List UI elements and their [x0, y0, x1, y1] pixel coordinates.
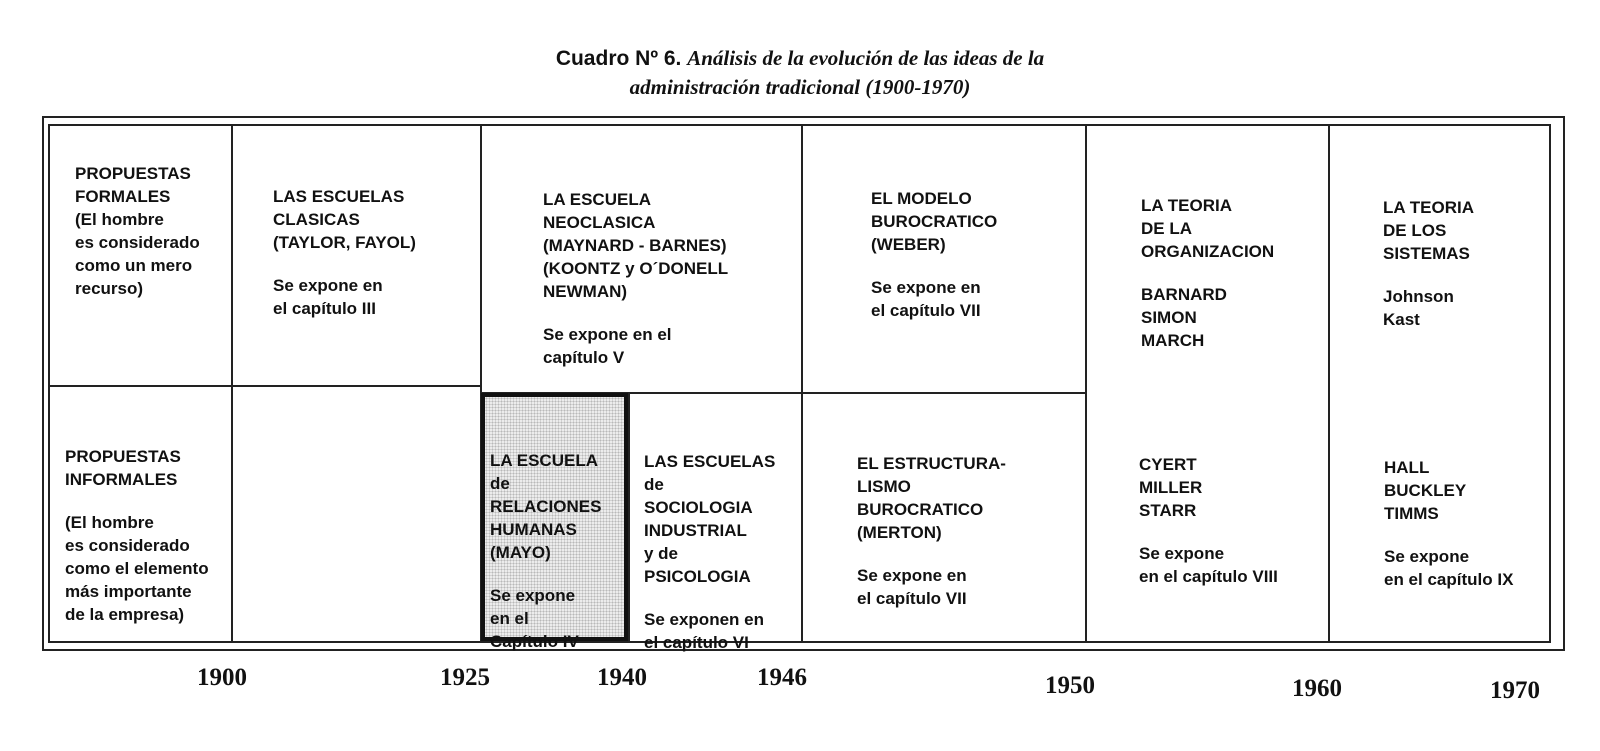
relaciones-humanas-title: LA ESCUELA de RELACIONES HUMANAS (MAYO) [490, 451, 602, 562]
year-label-1940: 1940 [597, 664, 647, 691]
divider-1900 [231, 124, 233, 643]
year-label-1900: 1900 [197, 664, 247, 691]
sistemas-authors-bottom: HALL BUCKLEY TIMMS [1384, 458, 1467, 523]
divider-1946 [801, 124, 803, 643]
caption-number: Cuadro Nº 6. [555, 47, 682, 70]
modelo-burocratico-note: Se expone en el capítulo VII [871, 278, 981, 320]
teoria-organizacion-authors: BARNARD SIMON MARCH [1141, 285, 1227, 350]
cell-propuestas-formales: PROPUESTAS FORMALES (El hombre es considerado como un mero recurso) [75, 164, 200, 298]
divider-1940 [628, 393, 630, 643]
year-label-1970: 1970 [1490, 677, 1540, 704]
divider-1960 [1328, 124, 1330, 643]
cell-teoria-organizacion [1141, 171, 1274, 375]
cell-sistemas-authors-bottom [1384, 433, 1513, 614]
table-caption [0, 44, 1600, 102]
caption-title-line-2: administración tradicional (1900-1970) [629, 75, 971, 99]
cell-escuelas-clasicas [273, 162, 416, 343]
escuelas-clasicas-title: LAS ESCUELAS CLASICAS (TAYLOR, FAYOL) [273, 187, 416, 252]
cell-relaciones-humanas [490, 426, 601, 676]
cell-modelo-burocratico [871, 164, 997, 345]
teoria-sistemas-authors: Johnson Kast [1383, 287, 1454, 329]
sistemas-note-bottom: Se expone en el capítulo IX [1384, 547, 1514, 589]
escuelas-clasicas-note: Se expone en el capítulo III [273, 276, 383, 318]
propuestas-informales-title: PROPUESTAS INFORMALES [65, 447, 181, 489]
escuela-neoclasica-note: Se expone en el capítulo V [543, 325, 672, 367]
cell-organizacion-authors-bottom [1139, 430, 1278, 611]
caption-title-line-1: Análisis de la evolución de las ideas de la [687, 46, 1045, 70]
year-label-1950: 1950 [1045, 672, 1095, 699]
sociologia-industrial-title: LAS ESCUELAS de SOCIOLOGIA INDUSTRIAL y de PSICOLOGIA [644, 452, 776, 586]
cell-sociologia-industrial [644, 427, 775, 677]
estructuralismo-title: EL ESTRUCTURA- LISMO BUROCRATICO (MERTON) [857, 454, 1006, 542]
year-label-1946: 1946 [757, 664, 807, 691]
year-label-1960: 1960 [1292, 675, 1342, 702]
estructuralismo-note: Se expone en el capítulo VII [857, 566, 967, 608]
teoria-organizacion-title: LA TEORIA DE LA ORGANIZACION [1141, 196, 1275, 261]
cell-teoria-sistemas [1383, 173, 1474, 354]
sociologia-industrial-note: Se exponen en el capítulo VI [644, 610, 764, 652]
cell-escuela-neoclasica [543, 165, 728, 392]
row-divider-left [48, 385, 481, 387]
propuestas-informales-note: (El hombre es considerado como el elemento más importante de la empresa) [65, 513, 209, 624]
modelo-burocratico-title: EL MODELO BUROCRATICO (WEBER) [871, 189, 998, 254]
organizacion-authors-bottom: CYERT MILLER STARR [1139, 455, 1203, 520]
year-label-1925: 1925 [440, 664, 490, 691]
organizacion-note-bottom: Se expone en el capítulo VIII [1139, 544, 1278, 586]
escuela-neoclasica-title: LA ESCUELA NEOCLASICA (MAYNARD - BARNES) (KOONTZ y O´DONELL NEWMAN) [543, 190, 729, 301]
cell-propuestas-informales [65, 422, 209, 649]
cell-estructuralismo-burocratico [857, 429, 1006, 633]
divider-1950 [1085, 124, 1087, 643]
relaciones-humanas-note: Se expone en el Capítulo IV [490, 586, 579, 651]
teoria-sistemas-title: LA TEORIA DE LOS SISTEMAS [1383, 198, 1474, 263]
